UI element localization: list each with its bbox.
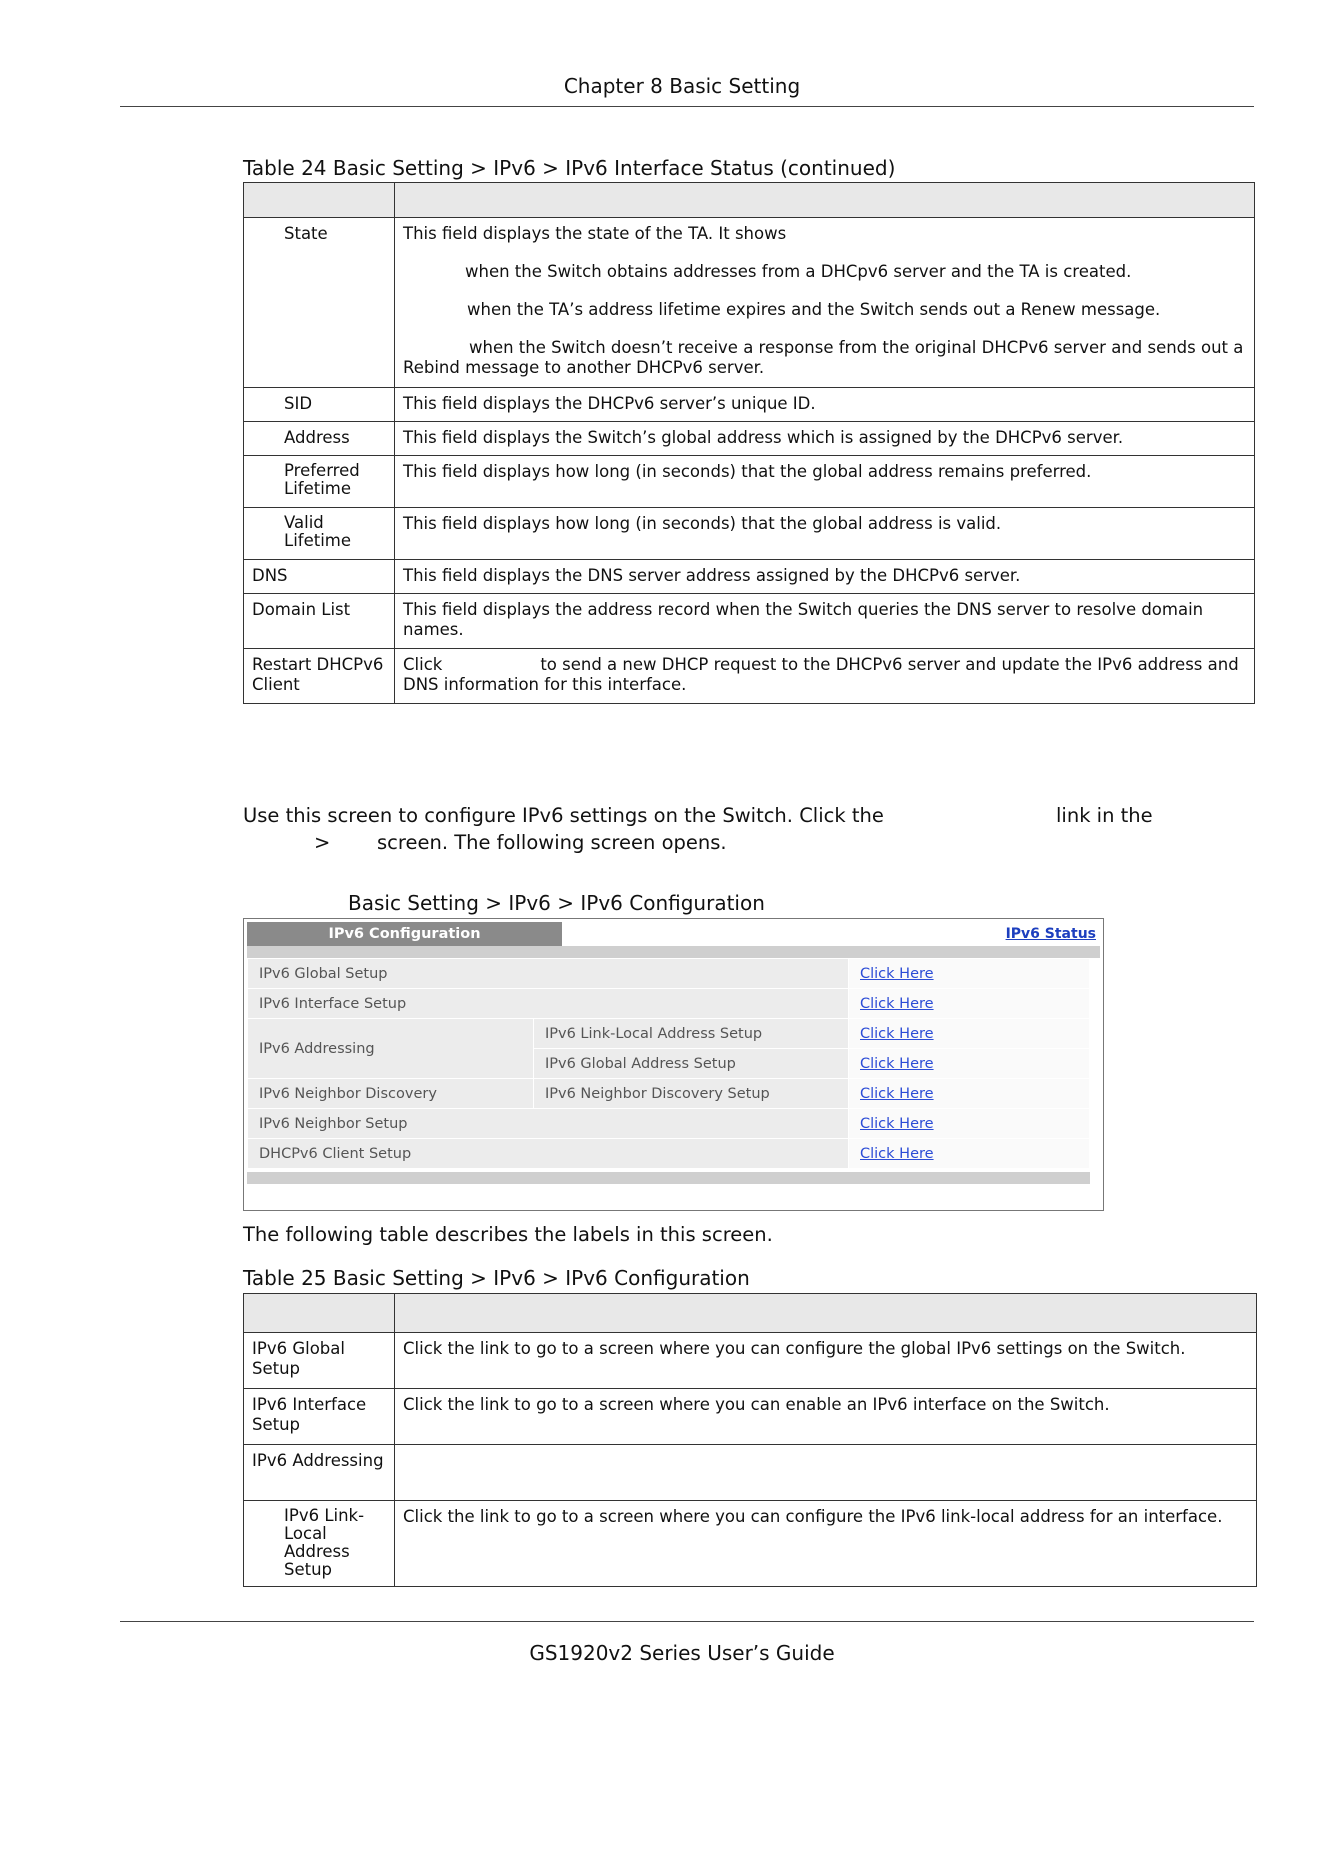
guide-footer: GS1920v2 Series User’s Guide bbox=[529, 1641, 835, 1665]
table25-caption: Table 25 Basic Setting > IPv6 > IPv6 Configuration bbox=[243, 1266, 750, 1290]
row-description: This field displays the state of the TA. It shows when the Switch obtains addresses from a DHCpv6 server and the TA is created. when the TA’s address lifetime expires and the Switch sends out a Renew message. when the Switch doesn’t receive a response from the original DHCPv6 server and sends out a Rebind message to another DHCPv6 server. bbox=[395, 218, 1255, 388]
table-header-row bbox=[244, 1294, 1257, 1333]
dhcp-client-link[interactable]: Click Here bbox=[860, 1145, 934, 1162]
table-row: IPv6 Global Address Setup Click Here bbox=[248, 1049, 1090, 1079]
chapter-header: Chapter 8 Basic Setting bbox=[563, 74, 801, 98]
table-row: IPv6 Global Setup Click the link to go to a screen where you can configure the global IPv6 settings on the Switch. bbox=[244, 1333, 1257, 1389]
table-header-row bbox=[244, 183, 1255, 218]
footer-bar bbox=[247, 1172, 1090, 1184]
intro-line-2a: > bbox=[314, 831, 331, 854]
table-row: Address This field displays the Switch’s global address which is assigned by the DHCPv6 server. bbox=[244, 422, 1255, 456]
table-row: DHCPv6 Client Setup Click Here bbox=[248, 1139, 1090, 1169]
row-label: State bbox=[244, 218, 395, 388]
table-row: SID This field displays the DHCPv6 server’s unique ID. bbox=[244, 388, 1255, 422]
table-row: DNS This field displays the DNS server address assigned by the DHCPv6 server. bbox=[244, 560, 1255, 594]
table-row: Restart DHCPv6 Client Click to send a new DHCP request to the DHCPv6 server and update the IPv6 address and DNS information for this interface. bbox=[244, 649, 1255, 704]
divider-bar bbox=[247, 946, 1100, 958]
header-rule bbox=[120, 106, 1254, 107]
table-row: IPv6 Interface Setup Click the link to go to a screen where you can enable an IPv6 interface on the Switch. bbox=[244, 1389, 1257, 1445]
table-row: Domain List This field displays the address record when the Switch queries the DNS server to resolve domain names. bbox=[244, 594, 1255, 649]
link-local-address-link[interactable]: Click Here bbox=[860, 1025, 934, 1042]
neighbor-discovery-link[interactable]: Click Here bbox=[860, 1085, 934, 1102]
footer-rule bbox=[120, 1621, 1254, 1622]
ipv6-configuration-screen bbox=[243, 918, 1104, 1211]
figure-caption: Basic Setting > IPv6 > IPv6 Configuration bbox=[348, 891, 765, 915]
ipv6-config-grid bbox=[247, 958, 1090, 1169]
table-row: IPv6 Interface Setup Click Here bbox=[248, 989, 1090, 1019]
table24-caption: Table 24 Basic Setting > IPv6 > IPv6 Interface Status (continued) bbox=[243, 156, 896, 180]
table-row: IPv6 Addressing bbox=[244, 1445, 1257, 1501]
table24 bbox=[243, 182, 1255, 704]
row-description: Click to send a new DHCP request to the DHCPv6 server and update the IPv6 address and DNS information for this interface. bbox=[395, 649, 1255, 704]
table-row: IPv6 Link-Local Address Setup Click the link to go to a screen where you can configure the IPv6 link-local address for an interface. bbox=[244, 1501, 1257, 1587]
table-row: IPv6 Addressing IPv6 Link-Local Address Setup Click Here bbox=[248, 1019, 1090, 1049]
table-row: IPv6 Neighbor Discovery IPv6 Neighbor Discovery Setup Click Here bbox=[248, 1079, 1090, 1109]
describe-text: The following table describes the labels in this screen. bbox=[243, 1223, 773, 1246]
table-row: Valid Lifetime This field displays how long (in seconds) that the global address is valid. bbox=[244, 508, 1255, 560]
intro-line-1b: link in the bbox=[1056, 804, 1153, 827]
table25 bbox=[243, 1293, 1257, 1587]
interface-setup-link[interactable]: Click Here bbox=[860, 995, 934, 1012]
global-setup-link[interactable]: Click Here bbox=[860, 965, 934, 982]
intro-line-1a: Use this screen to configure IPv6 settings on the Switch. Click the bbox=[243, 804, 884, 827]
table-row: IPv6 Neighbor Setup Click Here bbox=[248, 1109, 1090, 1139]
ipv6-status-link[interactable]: IPv6 Status bbox=[1005, 926, 1096, 942]
table-row: IPv6 Global Setup Click Here bbox=[248, 959, 1090, 989]
table-row bbox=[244, 218, 1255, 388]
global-address-link[interactable]: Click Here bbox=[860, 1055, 934, 1072]
table-row: Preferred Lifetime This field displays how long (in seconds) that the global address remains preferred. bbox=[244, 456, 1255, 508]
tab-ipv6-configuration[interactable]: IPv6 Configuration bbox=[247, 922, 562, 946]
intro-line-2b: screen. The following screen opens. bbox=[377, 831, 727, 854]
neighbor-setup-link[interactable]: Click Here bbox=[860, 1115, 934, 1132]
